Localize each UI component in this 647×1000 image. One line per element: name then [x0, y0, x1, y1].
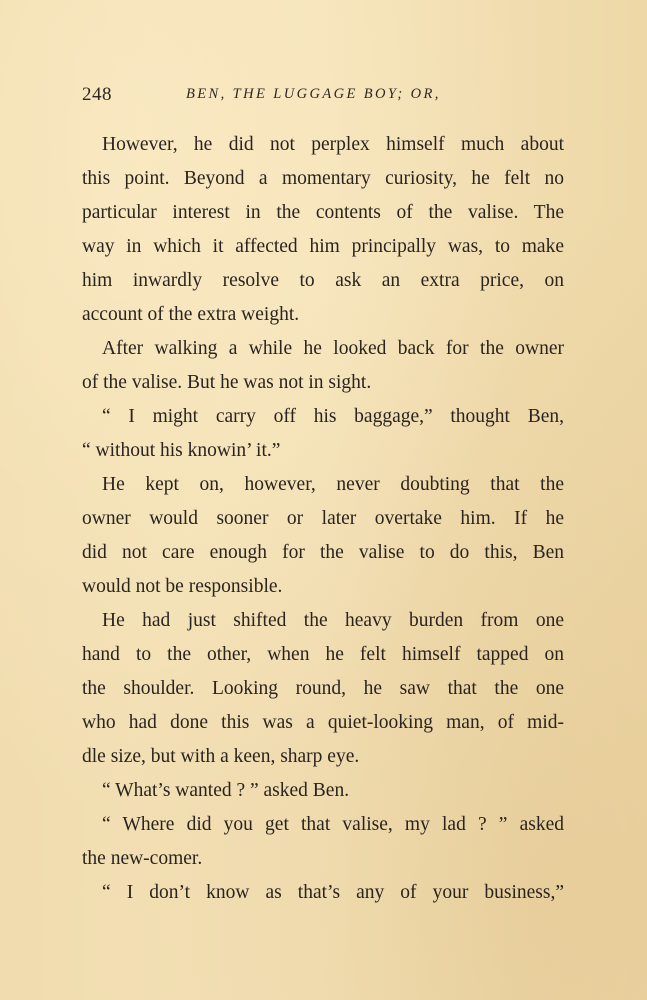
running-header: [82, 84, 570, 110]
text-line: However, he did not perplex himself much about: [102, 134, 564, 155]
text-line: “ What’s wanted ? ” asked Ben.: [102, 780, 350, 801]
text-line: would not be responsible.: [82, 576, 283, 597]
body-text: [82, 128, 564, 910]
text-line: hand to the other, when he felt himself tapped on: [82, 644, 564, 665]
page-number: 248: [82, 84, 112, 105]
text-line: He kept on, however, never doubting that the: [102, 474, 564, 495]
text-line: this point. Beyond a momentary curiosity, he felt no: [82, 168, 564, 189]
text-line: dle size, but with a keen, sharp eye.: [82, 746, 360, 767]
text-line: particular interest in the contents of the valise. The: [82, 202, 564, 223]
text-line: who had done this was a quiet-looking man, of mid-: [82, 712, 564, 733]
text-line: “ Where did you get that valise, my lad ? ” asked: [102, 814, 564, 835]
text-line: “ I might carry off his baggage,” thought Ben,: [102, 406, 564, 427]
text-line: “ I don’t know as that’s any of your business,”: [102, 882, 564, 903]
text-line: the shoulder. Looking round, he saw that the one: [82, 678, 564, 699]
text-line: of the valise. But he was not in sight.: [82, 372, 372, 393]
text-line: him inwardly resolve to ask an extra price, on: [82, 270, 564, 291]
text-line: After walking a while he looked back for the owner: [102, 338, 564, 359]
text-line: “ without his knowin’ it.”: [82, 440, 281, 461]
text-line: way in which it affected him principally was, to make: [82, 236, 564, 257]
running-title: BEN, THE LUGGAGE BOY; OR,: [186, 86, 441, 102]
text-line: He had just shifted the heavy burden from one: [102, 610, 564, 631]
text-line: account of the extra weight.: [82, 304, 300, 325]
text-line: owner would sooner or later overtake him. If he: [82, 508, 564, 529]
text-line: the new-comer.: [82, 848, 203, 869]
text-line: did not care enough for the valise to do this, Ben: [82, 542, 564, 563]
